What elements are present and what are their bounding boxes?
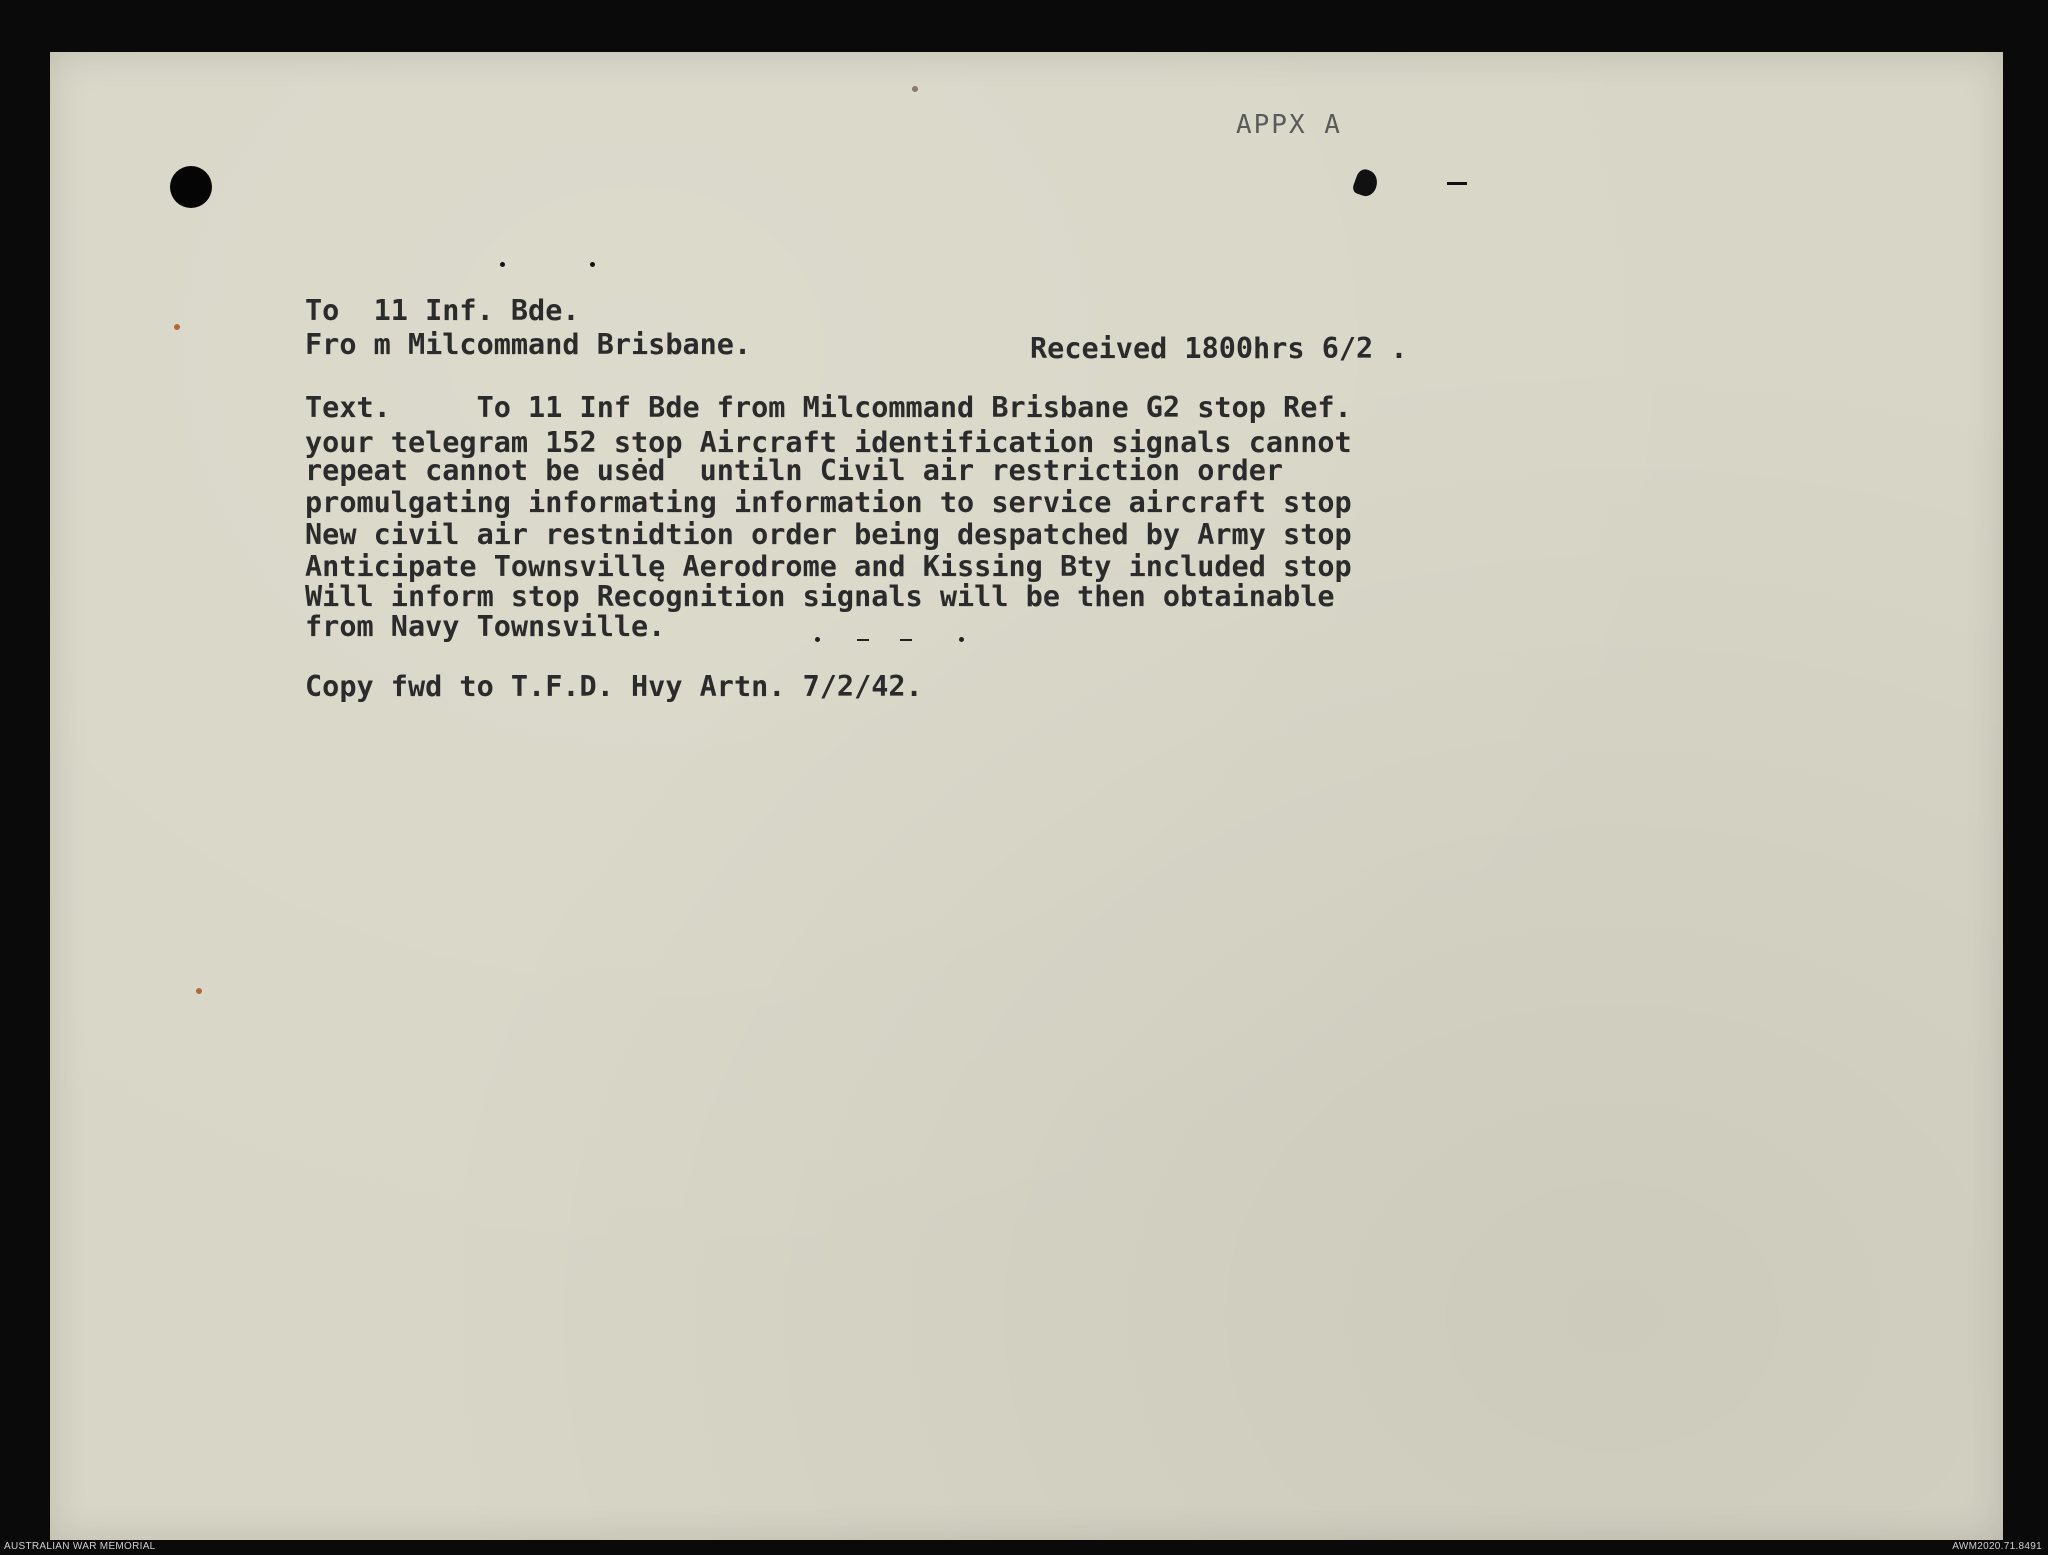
message-text-line: Text. To 11 Inf Bde from Milcommand Brisbane G2 stop Ref. <box>305 391 1352 424</box>
paper-speck <box>196 988 202 994</box>
message-text-line: repeat cannot be usėd untiln Civil air restriction order <box>305 454 1284 487</box>
punch-hole <box>170 166 212 208</box>
ink-dot <box>590 262 595 267</box>
document-sheet <box>50 52 2003 1540</box>
footer-accession-number: AWM2020.71.8491 <box>1952 1541 2042 1552</box>
copy-forward-line: Copy fwd to T.F.D. Hvy Artn. 7/2/42. <box>305 670 923 703</box>
paper-speck <box>912 86 918 92</box>
ink-dash <box>1447 182 1467 185</box>
ink-dot <box>500 262 505 267</box>
message-text-line: your telegram 152 stop Aircraft identification signals cannot <box>305 426 1352 459</box>
footer-institution: AUSTRALIAN WAR MEMORIAL <box>4 1541 156 1552</box>
message-text-line: Anticipate Townsvillę Aerodrome and Kissing Bty included stop <box>305 550 1352 583</box>
separator-mark <box>959 637 964 642</box>
message-text-line: Will inform stop Recognition signals will be then obtainable <box>305 580 1335 613</box>
to-line: To 11 Inf. Bde. <box>305 294 580 327</box>
message-text-line: promulgating informating information to service aircraft stop <box>305 486 1352 519</box>
separator-mark <box>900 639 912 641</box>
separator-mark <box>815 637 820 642</box>
message-text-line: New civil air restnidtion order being despatched by Army stop <box>305 518 1352 551</box>
from-line: Fro m Milcommand Brisbane. <box>305 328 752 361</box>
paper-speck <box>174 324 180 330</box>
message-text-line: from Navy Townsville. <box>305 610 666 643</box>
separator-mark <box>857 639 869 641</box>
received-line: Received 1800hrs 6/2 . <box>1030 332 1408 365</box>
appendix-label: APPX A <box>1236 110 1342 140</box>
